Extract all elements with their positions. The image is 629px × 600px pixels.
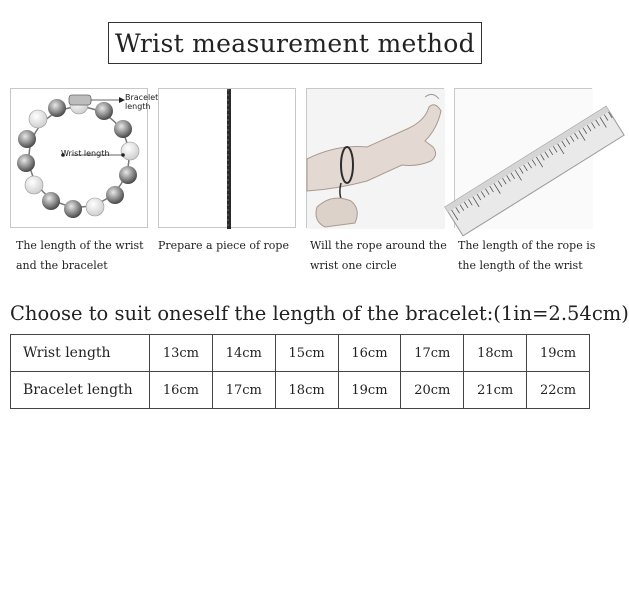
wrist-wrap-illustration (306, 88, 444, 228)
bracelet-length-header: Bracelet length (11, 372, 150, 409)
table-cell: 15cm (275, 335, 338, 372)
size-guide-subtitle: Choose to suit oneself the length of the bracelet:(1in=2.54cm) (10, 302, 629, 325)
bracelet-illustration (10, 88, 159, 228)
size-table (10, 334, 590, 409)
hand-wrap-icon (307, 89, 445, 229)
table-cell: 16cm (150, 372, 213, 409)
step-1-caption: The length of the wrist and the bracelet (16, 239, 144, 272)
ruler-icon (455, 89, 593, 229)
table-cell: 17cm (212, 372, 275, 409)
table-cell: 19cm (527, 335, 590, 372)
step-2-caption: Prepare a piece of rope (158, 239, 289, 252)
bracelet-length-label: Bracelet (125, 93, 159, 102)
table-cell: 13cm (150, 335, 213, 372)
table-cell: 20cm (401, 372, 464, 409)
page-title: Wrist measurement method (108, 22, 482, 64)
table-cell: 18cm (464, 335, 527, 372)
step-3-caption: Will the rope around the wrist one circle (310, 239, 447, 272)
table-cell: 17cm (401, 335, 464, 372)
table-cell: 19cm (338, 372, 401, 409)
rope-icon (159, 89, 297, 229)
wrist-length-label: Wrist length (61, 149, 110, 158)
table-cell: 21cm (464, 372, 527, 409)
table-cell: 22cm (527, 372, 590, 409)
table-cell: 18cm (275, 372, 338, 409)
wrist-length-row (11, 335, 590, 372)
table-cell: 14cm (212, 335, 275, 372)
bracelet-length-label-2: length (125, 102, 151, 111)
table-cell: 16cm (338, 335, 401, 372)
bracelet-length-row (11, 372, 590, 409)
wrist-length-header: Wrist length (11, 335, 150, 372)
step-4-caption: The length of the rope is the length of the wrist (458, 239, 596, 272)
rope-illustration (158, 88, 296, 228)
ruler-illustration (454, 88, 592, 228)
